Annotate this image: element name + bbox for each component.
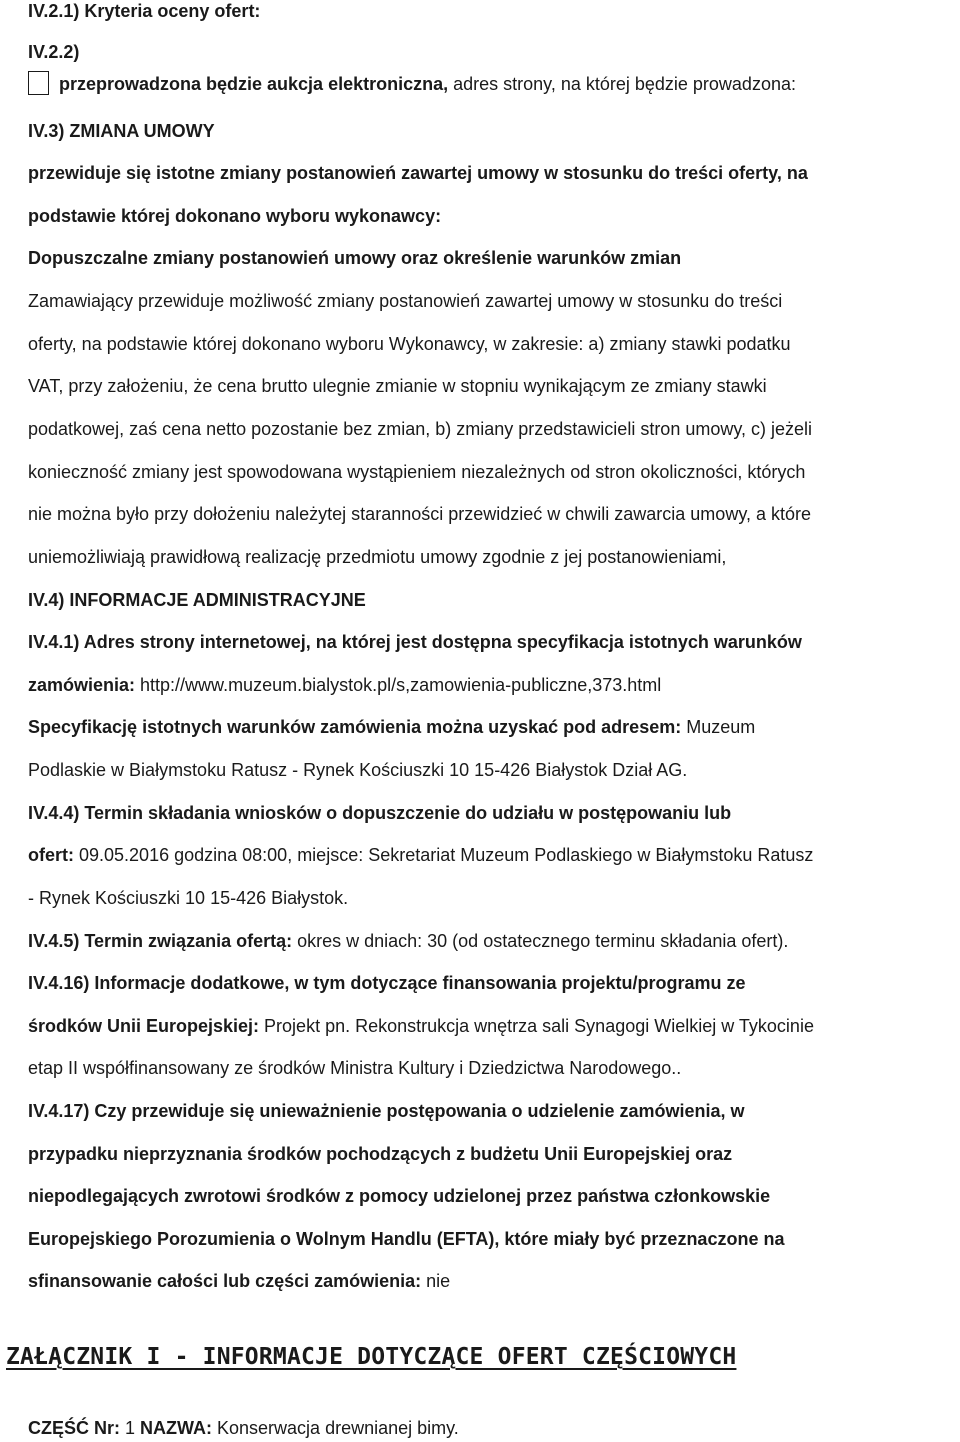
changes-question-line-1: przewiduje się istotne zmiany postanowień zawartej umowy w stosunku do treści oferty, na xyxy=(28,163,808,183)
section-heading-administrative: IV.4) INFORMACJE ADMINISTRACYJNE xyxy=(28,590,366,610)
part-number: 1 xyxy=(120,1418,136,1438)
additional-info-line-3: etap II współfinansowany ze środków Ministra Kultury i Dziedzictwa Narodowego.. xyxy=(28,1058,682,1078)
changes-subheading: Dopuszczalne zmiany postanowień umowy oraz określenie warunków zmian xyxy=(28,248,682,268)
changes-paragraph-line: podatkowej, zaś cena netto pozostanie bez zmian, b) zmiany przedstawicieli stron umowy, c) jeżeli xyxy=(28,419,813,439)
changes-paragraph-line: nie można było przy dołożeniu należytej staranności przewidzieć w chwili zawarcia umowy, a które xyxy=(28,504,812,524)
additional-info-line xyxy=(28,1015,814,1037)
annulment-question-line-2: przypadku nieprzyznania środków pochodzących z budżetu Unii Europejskiej oraz xyxy=(28,1144,733,1164)
section-heading-contract-changes: IV.3) ZMIANA UMOWY xyxy=(28,121,215,141)
changes-paragraph-line: konieczność zmiany jest spowodowana wystąpieniem niezależnych od stron okoliczności, których xyxy=(28,462,806,482)
section-heading-criteria: IV.2.1) Kryteria oceny ofert: xyxy=(28,1,261,21)
annulment-label: sfinansowanie całości lub części zamówienia: xyxy=(28,1271,422,1291)
eu-funds-label: środków Unii Europejskiej: xyxy=(28,1016,260,1036)
auction-checkbox[interactable] xyxy=(28,71,49,95)
spec-address-label: Specyfikację istotnych warunków zamówienia można uzyskać pod adresem: xyxy=(28,717,682,737)
annex-title: ZAŁĄCZNIK I - INFORMACJE DOTYCZĄCE OFERT CZĘŚCIOWYCH xyxy=(6,1344,737,1370)
part-label: CZĘŚĆ Nr: xyxy=(28,1418,121,1438)
deadline-label: ofert: xyxy=(28,845,74,865)
auction-label: przeprowadzona będzie aukcja elektroniczna, xyxy=(59,74,449,94)
changes-paragraph-line: oferty, na podstawie której dokonano wyboru Wykonawcy, w zakresie: a) zmiany stawki podatku xyxy=(28,334,791,354)
annulment-question-line-4: Europejskiego Porozumienia o Wolnym Handlu (EFTA), które miały być przeznaczone na xyxy=(28,1229,785,1249)
annulment-question-line-3: niepodlegających zwrotowi środków z pomocy udzielonej przez państwa członkowskie xyxy=(28,1186,771,1206)
deadline-value: 09.05.2016 godzina 08:00, miejsce: Sekretariat Muzeum Podlaskiego w Białymstoku Ratusz xyxy=(74,845,814,865)
part-line xyxy=(28,1417,459,1439)
binding-period-line xyxy=(28,930,788,952)
section-heading-auction: IV.2.2) xyxy=(28,42,80,62)
deadline-line-3: - Rynek Kościuszki 10 15-426 Białystok. xyxy=(28,888,349,908)
changes-paragraph-line: Zamawiający przewiduje możliwość zmiany postanowień zawartej umowy w stosunku do treści xyxy=(28,291,783,311)
part-name-label: NAZWA: xyxy=(135,1418,213,1438)
part-name-value: Konserwacja drewnianej bimy. xyxy=(212,1418,459,1438)
spec-url-label: zamówienia: xyxy=(28,675,136,695)
auction-option xyxy=(28,73,796,97)
additional-info-heading: IV.4.16) Informacje dodatkowe, w tym dotyczące finansowania projektu/programu ze xyxy=(28,973,746,993)
auction-address-label: adres strony, na której będzie prowadzona: xyxy=(448,74,796,94)
changes-paragraph-line: VAT, przy założeniu, że cena brutto ulegnie zmianie w stopniu wynikającym ze zmiany stawki xyxy=(28,376,767,396)
deadline-line xyxy=(28,844,813,866)
spec-url-heading: IV.4.1) Adres strony internetowej, na której jest dostępna specyfikacja istotnych warunków xyxy=(28,632,802,652)
spec-address-line xyxy=(28,716,755,738)
deadline-heading: IV.4.4) Termin składania wniosków o dopuszczenie do udziału w postępowaniu lub xyxy=(28,803,732,823)
spec-address-value: Muzeum xyxy=(681,717,756,737)
changes-paragraph-line: uniemożliwiają prawidłową realizację przedmiotu umowy zgodnie z jej postanowieniami, xyxy=(28,547,727,567)
annulment-question-line-1: IV.4.17) Czy przewiduje się unieważnienie postępowania o udzielenie zamówienia, w xyxy=(28,1101,745,1121)
spec-url-line xyxy=(28,674,661,696)
spec-address-line-2: Podlaskie w Białymstoku Ratusz - Rynek Kościuszki 10 15-426 Białystok Dział AG. xyxy=(28,760,688,780)
binding-period-label: IV.4.5) Termin związania ofertą: xyxy=(28,931,293,951)
changes-question-line-2: podstawie której dokonano wyboru wykonawcy: xyxy=(28,206,442,226)
annulment-answer: nie xyxy=(421,1271,451,1291)
annulment-answer-line xyxy=(28,1270,450,1292)
binding-period-value: okres w dniach: 30 (od ostatecznego terminu składania ofert). xyxy=(292,931,789,951)
eu-funds-value: Projekt pn. Rekonstrukcja wnętrza sali Synagogi Wielkiej w Tykocinie xyxy=(259,1016,814,1036)
spec-url-link[interactable]: http://www.muzeum.bialystok.pl/s,zamowienia-publiczne,373.html xyxy=(135,675,662,695)
